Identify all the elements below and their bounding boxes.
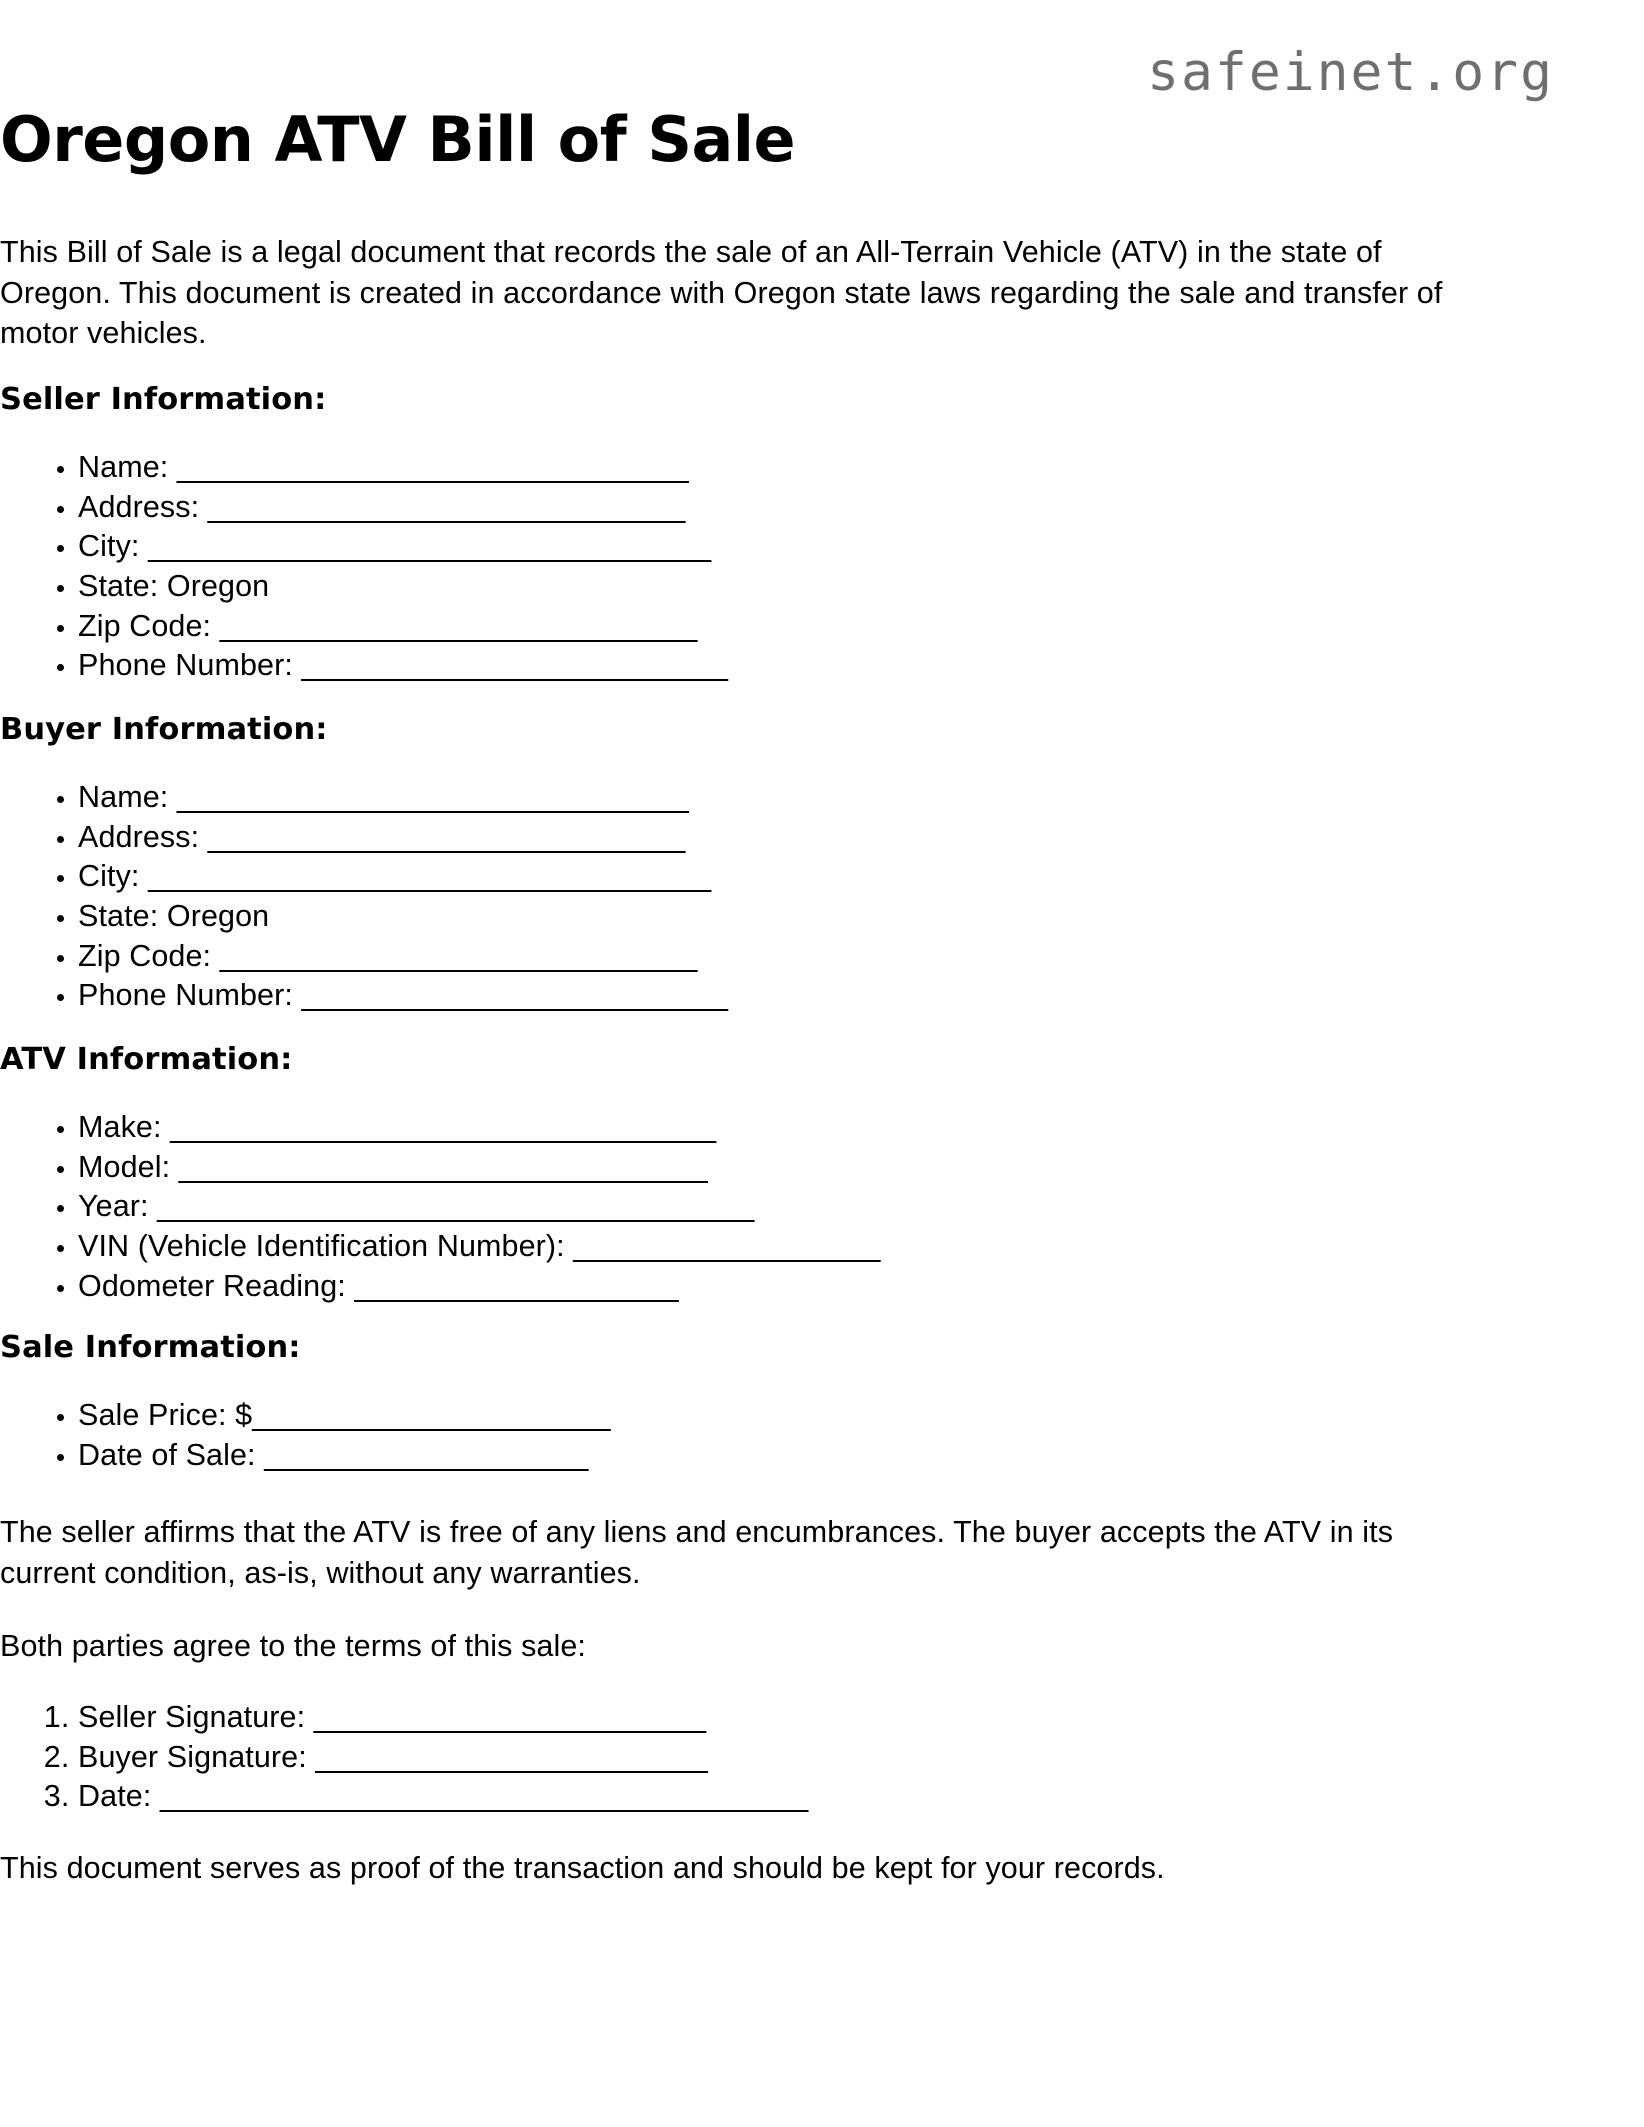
- list-item: • Year: ___________________________________: [78, 1187, 1452, 1227]
- list-item: • Zip Code: ____________________________: [78, 937, 1452, 977]
- site-watermark: safeinet.org: [1147, 42, 1554, 103]
- atv-information-heading: ATV Information:: [0, 1042, 293, 1077]
- list-item: • Zip Code: ____________________________: [78, 607, 1452, 647]
- list-item: • Phone Number: _________________________: [78, 646, 1452, 686]
- list-item: • Address: ____________________________: [78, 488, 1452, 528]
- atv-field-list: [0, 1108, 1452, 1306]
- list-item: 3. Date: ______________________________________: [78, 1777, 1452, 1817]
- buyer-information-heading: Buyer Information:: [0, 712, 328, 747]
- buyer-field-list: [0, 778, 1452, 1016]
- closing-paragraph: This document serves as proof of the transaction and should be kept for your records.: [0, 1851, 1165, 1885]
- list-item: • Model: _______________________________: [78, 1148, 1452, 1188]
- list-item: • State: Oregon: [78, 897, 1452, 937]
- list-item: • Make: ________________________________: [78, 1108, 1452, 1148]
- list-item: • Odometer Reading: ___________________: [78, 1267, 1452, 1307]
- list-item: • Date of Sale: ___________________: [78, 1436, 1452, 1476]
- list-item: • City: _________________________________: [78, 527, 1452, 567]
- list-item: • Name: ______________________________: [78, 778, 1452, 818]
- seller-information-heading: Seller Information:: [0, 382, 327, 417]
- list-item: • City: _________________________________: [78, 857, 1452, 897]
- list-item: • Name: ______________________________: [78, 448, 1452, 488]
- seller-field-list: [0, 448, 1452, 686]
- signature-list: [0, 1698, 1452, 1817]
- list-item: • Sale Price: $_____________________: [78, 1396, 1452, 1436]
- agreement-lead-paragraph: Both parties agree to the terms of this sale:: [0, 1629, 586, 1663]
- sale-field-list: [0, 1396, 1452, 1475]
- affirmation-paragraph: The seller affirms that the ATV is free of any liens and encumbrances. The buyer accepts the ATV in its current condition, as-is, without any warranties.: [0, 1515, 1394, 1590]
- list-item: 1. Seller Signature: _______________________: [78, 1698, 1452, 1738]
- sale-information-heading: Sale Information:: [0, 1330, 301, 1365]
- list-item: • Address: ____________________________: [78, 818, 1452, 858]
- page-title: Oregon ATV Bill of Sale: [0, 103, 796, 176]
- list-item: • Phone Number: _________________________: [78, 976, 1452, 1016]
- list-item: • State: Oregon: [78, 567, 1452, 607]
- list-item: • VIN (Vehicle Identification Number): __________________: [78, 1227, 1452, 1267]
- list-item: 2. Buyer Signature: _______________________: [78, 1738, 1452, 1778]
- intro-paragraph: This Bill of Sale is a legal document that records the sale of an All-Terrain Vehicle (ATV) in the state of Oregon. This document is created in accordance with Oregon state laws regarding the sale and transfer of motor vehicles.: [0, 235, 1443, 351]
